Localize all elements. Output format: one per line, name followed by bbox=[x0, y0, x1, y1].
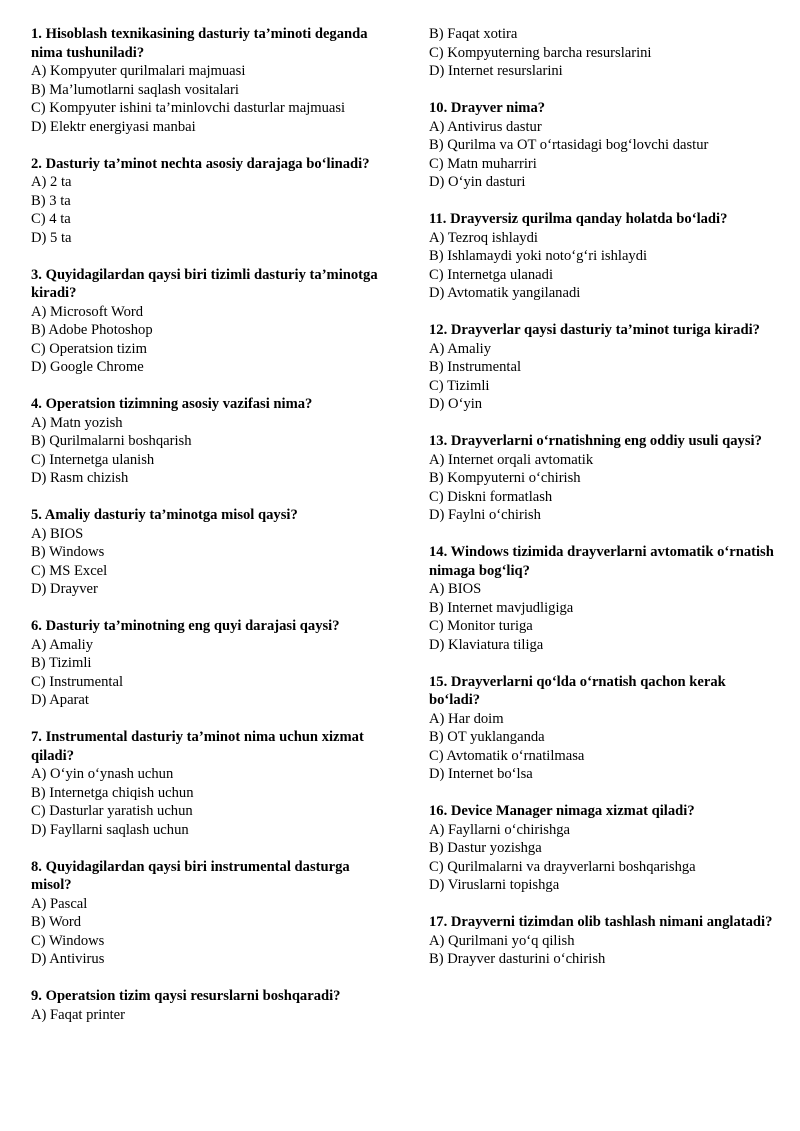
question-block bbox=[31, 266, 391, 377]
question-block bbox=[31, 858, 391, 969]
question-block bbox=[429, 25, 774, 81]
question-block bbox=[31, 987, 391, 1024]
answer-option: B) Drayver dasturini o‘chirish bbox=[429, 951, 606, 967]
question-block bbox=[31, 395, 391, 488]
answer-option: D) Fayllarni saqlash uchun bbox=[31, 821, 189, 838]
question-text: 11. Drayversiz qurilma qanday holatda bo‘ladi? bbox=[429, 211, 728, 227]
answer-option: D) Internet bo‘lsa bbox=[429, 766, 533, 782]
right-column bbox=[429, 25, 774, 987]
question-block bbox=[31, 728, 391, 839]
question-text: 14. Windows tizimida drayverlarni avtomatik o‘rnatish nimaga bog‘liq? bbox=[429, 544, 774, 579]
answer-option: A) Qurilmani yo‘q qilish bbox=[429, 932, 575, 949]
question-block bbox=[429, 210, 774, 303]
answer-option: A) Microsoft Word bbox=[31, 303, 144, 320]
answer-option: B) Windows bbox=[31, 544, 105, 560]
answer-option: A) Har doim bbox=[429, 710, 504, 727]
answer-option: D) Viruslarni topishga bbox=[429, 877, 560, 893]
answer-option: B) Faqat xotira bbox=[429, 26, 518, 42]
answer-option: C) Qurilmalarni va drayverlarni boshqarishga bbox=[429, 858, 696, 875]
question-text: 4. Operatsion tizimning asosiy vazifasi nima? bbox=[31, 396, 313, 412]
answer-option: A) 2 ta bbox=[31, 174, 72, 190]
answer-option: C) Kompyuterning barcha resurslarini bbox=[429, 44, 652, 61]
answer-option: B) OT yuklanganda bbox=[429, 729, 545, 745]
question-text: 6. Dasturiy ta’minotning eng quyi darajasi qaysi? bbox=[31, 618, 340, 634]
answer-option: D) 5 ta bbox=[31, 229, 72, 246]
answer-option: A) Internet orqali avtomatik bbox=[429, 451, 594, 468]
answer-option: B) Dastur yozishga bbox=[429, 840, 542, 856]
question-text: 1. Hisoblash texnikasining dasturiy ta’minoti deganda nima tushuniladi? bbox=[31, 26, 368, 61]
answer-option: A) BIOS bbox=[31, 525, 84, 542]
answer-option: C) 4 ta bbox=[31, 211, 71, 227]
question-block bbox=[429, 543, 774, 654]
answer-option: C) Kompyuter ishini ta’minlovchi dasturlar majmuasi bbox=[31, 100, 346, 116]
answer-option: C) Diskni formatlash bbox=[429, 488, 553, 505]
question-text: 13. Drayverlarni o‘rnatishning eng oddiy usuli qaysi? bbox=[429, 433, 762, 449]
question-text: 2. Dasturiy ta’minot nechta asosiy darajaga bo‘linadi? bbox=[31, 155, 370, 172]
answer-option: D) Avtomatik yangilanadi bbox=[429, 285, 581, 301]
question-text: 8. Quyidagilardan qaysi biri instrumental dasturga misol? bbox=[31, 858, 350, 893]
answer-option: D) Antivirus bbox=[31, 951, 105, 967]
answer-option: A) O‘yin o‘ynash uchun bbox=[31, 766, 174, 782]
answer-option: A) Antivirus dastur bbox=[429, 118, 542, 135]
answer-option: A) Tezroq ishlaydi bbox=[429, 229, 538, 246]
question-text: 17. Drayverni tizimdan olib tashlash nimani anglatadi? bbox=[429, 914, 773, 930]
question-block bbox=[429, 913, 774, 969]
answer-option: B) 3 ta bbox=[31, 192, 71, 209]
answer-option: C) Monitor turiga bbox=[429, 618, 533, 634]
question-block bbox=[429, 673, 774, 784]
answer-option: C) Matn muharriri bbox=[429, 155, 537, 172]
answer-option: D) Google Chrome bbox=[31, 359, 144, 375]
question-block bbox=[31, 617, 391, 710]
answer-option: A) BIOS bbox=[429, 581, 482, 597]
answer-option: B) Word bbox=[31, 914, 82, 930]
answer-option: A) Amaliy bbox=[31, 636, 94, 653]
answer-option: D) Internet resurslarini bbox=[429, 63, 563, 79]
question-block bbox=[429, 99, 774, 192]
answer-option: B) Qurilmalarni boshqarish bbox=[31, 433, 192, 449]
question-text: 15. Drayverlarni qo‘lda o‘rnatish qachon kerak bo‘ladi? bbox=[429, 673, 726, 708]
question-text: 12. Drayverlar qaysi dasturiy ta’minot turiga kiradi? bbox=[429, 322, 760, 338]
answer-option: B) Ishlamaydi yoki noto‘g‘ri ishlaydi bbox=[429, 248, 648, 264]
answer-option: B) Kompyuterni o‘chirish bbox=[429, 470, 581, 486]
answer-option: A) Kompyuter qurilmalari majmuasi bbox=[31, 63, 246, 79]
question-block bbox=[429, 321, 774, 414]
answer-option: D) Faylni o‘chirish bbox=[429, 507, 541, 523]
answer-option: C) Tizimli bbox=[429, 377, 490, 394]
question-text: 10. Drayver nima? bbox=[429, 100, 546, 116]
answer-option: B) Qurilma va OT o‘rtasidagi bog‘lovchi dastur bbox=[429, 137, 709, 153]
answer-option: B) Internet mavjudligiga bbox=[429, 599, 574, 616]
answer-option: D) Rasm chizish bbox=[31, 470, 129, 486]
answer-option: D) Elektr energiyasi manbai bbox=[31, 118, 196, 135]
question-text: 5. Amaliy dasturiy ta’minotga misol qaysi? bbox=[31, 507, 298, 523]
answer-option: D) Aparat bbox=[31, 692, 89, 708]
question-text: 9. Operatsion tizim qaysi resurslarni boshqaradi? bbox=[31, 988, 341, 1004]
answer-option: D) O‘yin bbox=[429, 396, 483, 412]
answer-option: C) Windows bbox=[31, 932, 105, 949]
answer-option: B) Adobe Photoshop bbox=[31, 322, 153, 338]
answer-option: C) MS Excel bbox=[31, 562, 108, 579]
answer-option: C) Avtomatik o‘rnatilmasa bbox=[429, 747, 585, 764]
question-text: 16. Device Manager nimaga xizmat qiladi? bbox=[429, 803, 695, 819]
answer-option: A) Pascal bbox=[31, 895, 88, 912]
answer-option: A) Amaliy bbox=[429, 340, 492, 357]
question-block bbox=[429, 802, 774, 895]
question-block bbox=[429, 432, 774, 525]
left-column bbox=[31, 25, 391, 1043]
answer-option: D) Klaviatura tiliga bbox=[429, 636, 544, 653]
question-text: 7. Instrumental dasturiy ta’minot nima uchun xizmat qiladi? bbox=[31, 729, 364, 764]
answer-option: D) Drayver bbox=[31, 581, 98, 597]
question-block bbox=[31, 506, 391, 599]
answer-option: A) Fayllarni o‘chirishga bbox=[429, 821, 571, 838]
answer-option: B) Internetga chiqish uchun bbox=[31, 784, 194, 801]
question-text: 3. Quyidagilardan qaysi biri tizimli dasturiy ta’minotga kiradi? bbox=[31, 266, 378, 301]
question-block bbox=[31, 25, 391, 136]
answer-option: D) O‘yin dasturi bbox=[429, 174, 526, 190]
answer-option: A) Faqat printer bbox=[31, 1006, 126, 1023]
question-block bbox=[31, 155, 391, 248]
answer-option: C) Dasturlar yaratish uchun bbox=[31, 803, 193, 819]
answer-option: C) Internetga ulanish bbox=[31, 451, 155, 468]
answer-option: B) Ma’lumotlarni saqlash vositalari bbox=[31, 81, 239, 98]
answer-option: B) Instrumental bbox=[429, 359, 522, 375]
answer-option: A) Matn yozish bbox=[31, 414, 123, 431]
answer-option: B) Tizimli bbox=[31, 655, 92, 671]
answer-option: C) Operatsion tizim bbox=[31, 340, 147, 357]
answer-option: C) Internetga ulanadi bbox=[429, 266, 553, 283]
answer-option: C) Instrumental bbox=[31, 673, 124, 690]
